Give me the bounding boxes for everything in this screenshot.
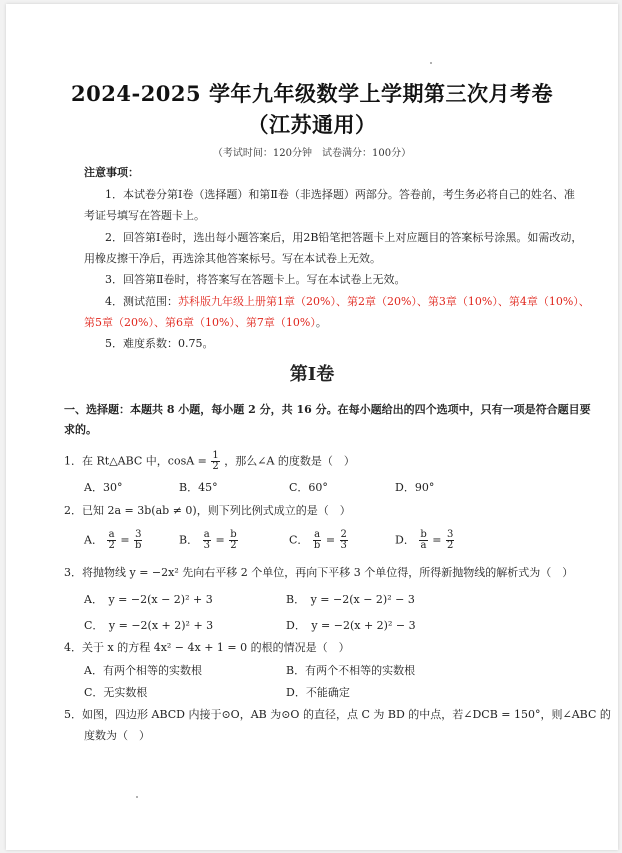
section-instructions-line-2: 求的。 xyxy=(64,423,97,436)
note-2-line-2: 用橡皮擦干净后，再选涂其他答案标号。写在本试卷上无效。 xyxy=(84,252,381,265)
note-5: 5．难度系数：0.75。 xyxy=(105,337,214,350)
q2-a-label: A． xyxy=(84,533,103,547)
page-title: 2024-2025 学年九年级数学上学期第三次月考卷 xyxy=(71,81,553,106)
q2-a-d2: b xyxy=(135,540,142,551)
section-instructions-line-1: 一、选择题：本题共 8 小题，每小题 2 分，共 16 分。在每小题给出的四个选项中，只有一项是符合题目要 xyxy=(64,403,591,416)
q1-numerator: 1 xyxy=(212,450,219,461)
q2-b-d1: 3 xyxy=(203,540,210,551)
q2-a-frac-2 xyxy=(134,530,142,551)
q1-denominator: 2 xyxy=(212,461,219,472)
q3-option-a: A． y = −2(x − 2)² + 3 xyxy=(84,593,213,606)
q2-b-frac-1 xyxy=(203,530,211,551)
q2-c-frac-1 xyxy=(313,530,321,551)
q2-option-c xyxy=(289,530,349,551)
exam-info: （考试时间：120分钟 试卷满分：100分） xyxy=(212,148,412,159)
q2-option-a xyxy=(84,530,143,551)
q4-option-b: B．有两个不相等的实数根 xyxy=(286,664,416,677)
q4-option-d: D．不能确定 xyxy=(286,686,350,699)
question-5-stem-line-2: 度数为（ ） xyxy=(84,729,150,742)
q2-b-frac-2 xyxy=(229,530,237,551)
note-1-line-2: 考证号填写在答题卡上。 xyxy=(84,209,205,222)
q2-d-label: D． xyxy=(395,533,415,547)
question-3-stem: 3．将抛物线 y = −2x² 先向右平移 2 个单位，再向下平移 3 个单位得，所得新抛物线的解析式为（ ） xyxy=(64,566,574,579)
q2-b-label: B． xyxy=(179,533,199,547)
question-4-stem: 4．关于 x 的方程 4x² − 4x + 1 = 0 的根的情况是（ ） xyxy=(64,641,350,654)
note-4-prefix: 4．测试范围： xyxy=(105,295,178,308)
q3-option-b: B． y = −2(x − 2)² − 3 xyxy=(286,593,415,606)
q4-option-c: C．无实数根 xyxy=(84,686,148,699)
q1-option-c: C．60° xyxy=(289,481,328,494)
q2-a-n1: a xyxy=(108,529,115,540)
q2-a-equals: = xyxy=(120,533,130,547)
q2-d-equals: = xyxy=(432,533,442,547)
speck xyxy=(136,796,138,798)
q2-c-n2: 2 xyxy=(340,529,347,540)
notes-heading: 注意事项： xyxy=(84,166,139,179)
question-2-stem: 2．已知 2a = 3b(ab ≠ 0)，则下列比例式成立的是（ ） xyxy=(64,504,351,517)
q2-d-n1: b xyxy=(420,529,427,540)
q2-b-d2: 2 xyxy=(230,540,237,551)
q4-option-a: A．有两个相等的实数根 xyxy=(84,664,202,677)
q2-c-d1: b xyxy=(313,540,321,551)
q2-c-d2: 3 xyxy=(340,540,347,551)
q2-c-n1: a xyxy=(314,529,321,540)
note-4-line-2 xyxy=(84,316,327,330)
q2-d-frac-1 xyxy=(419,530,427,551)
q2-option-d xyxy=(395,530,455,551)
exam-page xyxy=(6,4,618,850)
q2-a-frac-1 xyxy=(107,530,115,551)
page-subtitle: （江苏通用） xyxy=(247,112,377,137)
q1-fraction xyxy=(211,451,219,472)
q2-c-equals: = xyxy=(325,533,336,547)
note-4-suffix: 。 xyxy=(315,316,327,329)
q2-d-d2: 2 xyxy=(446,540,454,551)
speck xyxy=(430,62,432,64)
note-2-line-1: 2．回答第Ⅰ卷时，选出每小题答案后，用2B铅笔把答题卡上对应题目的答案标号涂黑。如需改动， xyxy=(105,231,583,244)
q2-d-n2: 3 xyxy=(446,529,454,540)
q2-c-label: C． xyxy=(289,533,309,547)
question-5-stem-line-1: 5．如图，四边形 ABCD 内接于⊙O，AB 为⊙O 的直径，点 C 为 BD 的中点，若∠DCB = 150°，则∠ABC 的 xyxy=(64,708,611,721)
q2-b-equals: = xyxy=(215,533,225,547)
q1-stem-pre: 1．在 Rt△ABC 中，cosA = xyxy=(64,454,207,468)
q2-c-frac-2 xyxy=(340,530,348,551)
q2-d-frac-2 xyxy=(446,530,454,551)
section-title: 第Ⅰ卷 xyxy=(289,364,335,385)
note-4-scope-cont: 第5章（20%）、第6章（10%）、第7章（10%） xyxy=(84,316,316,329)
q2-d-d1: a xyxy=(420,540,427,551)
q2-b-n2: b xyxy=(230,529,237,540)
q1-option-a: A．30° xyxy=(84,481,123,494)
q1-stem-post: ，那么∠A 的度数是（ ） xyxy=(224,454,355,468)
note-3: 3．回答第Ⅱ卷时，将答案写在答题卡上。写在本试卷上无效。 xyxy=(105,273,406,286)
q3-option-d: D． y = −2(x + 2)² − 3 xyxy=(286,619,416,632)
q1-option-b: B．45° xyxy=(179,481,218,494)
note-1-line-1: 1．本试卷分第Ⅰ卷（选择题）和第Ⅱ卷（非选择题）两部分。答卷前，考生务必将自己的姓名、准 xyxy=(105,188,575,201)
q2-a-d1: 2 xyxy=(108,540,115,551)
q2-a-n2: 3 xyxy=(135,529,142,540)
q2-b-n1: a xyxy=(203,529,210,540)
q3-option-c: C． y = −2(x + 2)² + 3 xyxy=(84,619,214,632)
question-1-stem xyxy=(64,451,355,472)
q1-option-d: D．90° xyxy=(395,481,435,494)
note-4-line-1 xyxy=(105,295,590,309)
note-4-scope: 苏科版九年级上册第1章（20%）、第2章（20%）、第3章（10%）、第4章（10%）、 xyxy=(178,295,590,308)
q2-option-b xyxy=(179,530,239,551)
